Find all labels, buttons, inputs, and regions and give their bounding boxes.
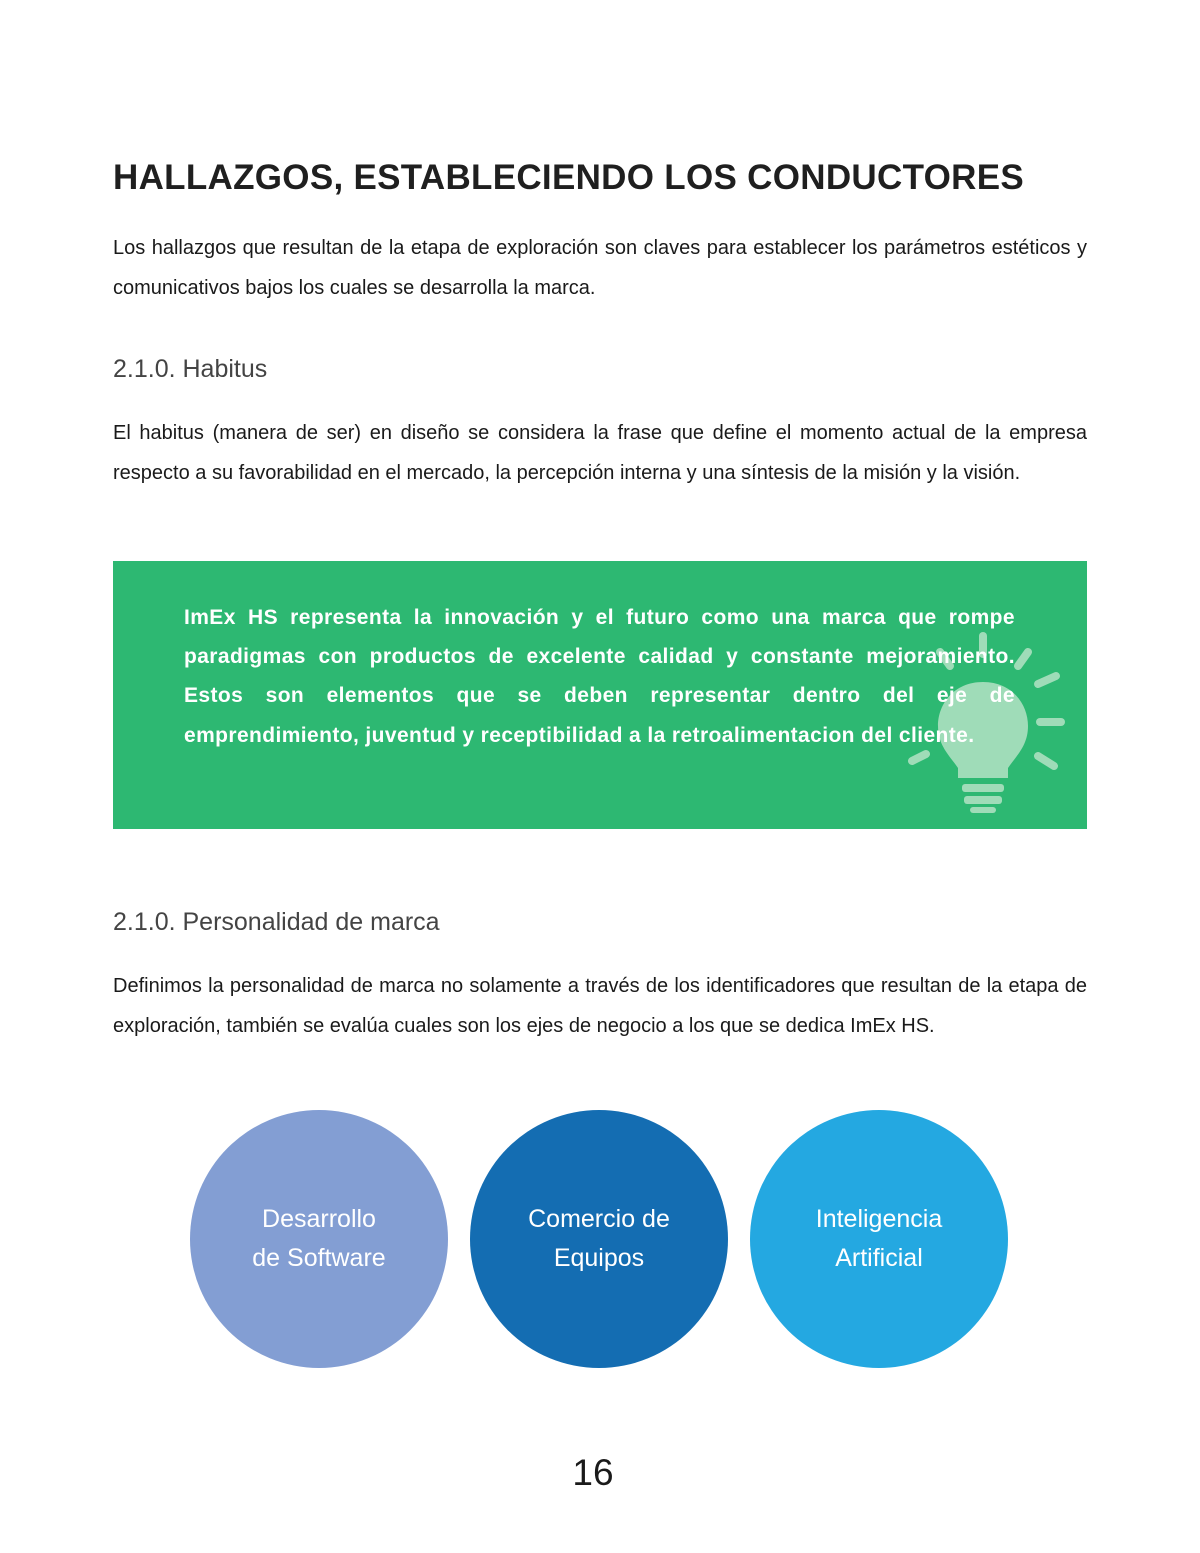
- circle-label: [224, 1200, 414, 1278]
- habitus-quote-text: ImEx HS representa la innovación y el futuro como una marca que rompe paradigmas con productos de excelente calidad y constante mejoramiento. Estos son elementos que se deben representar dentro del eje de emprendimiento, juventud y receptibilidad a la retroalimentacion del cliente.: [184, 606, 1015, 747]
- intro-paragraph: Los hallazgos que resultan de la etapa de exploración son claves para establecer los parámetros estéticos y comunicativos bajos los cuales se desarrolla la marca.: [113, 237, 1087, 299]
- page-number: 16: [572, 1452, 614, 1493]
- business-axis-circle-equipos: [470, 1110, 728, 1368]
- circle-label-line: de Software: [252, 1244, 386, 1272]
- section-heading-habitus: 2.1.0. Habitus: [113, 355, 268, 383]
- circle-label-line: Desarrollo: [262, 1205, 376, 1233]
- circle-label: [784, 1200, 974, 1278]
- habitus-quote-box: [113, 561, 1087, 829]
- circle-label-line: Comercio de: [528, 1205, 670, 1233]
- personalidad-paragraph: Definimos la personalidad de marca no solamente a través de los identificadores que resultan de la etapa de exploración, también se evalúa cuales son los ejes de negocio a los que se dedica ImEx HS.: [113, 975, 1087, 1037]
- circle-label-line: Artificial: [835, 1244, 923, 1272]
- business-axis-circle-ia: [750, 1110, 1008, 1368]
- circle-label-line: Equipos: [553, 1244, 645, 1272]
- circle-label: [504, 1200, 694, 1278]
- page-title: HALLAZGOS, ESTABLECIENDO LOS CONDUCTORES: [113, 158, 1025, 197]
- section-heading-personalidad: 2.1.0. Personalidad de marca: [113, 908, 440, 936]
- business-axis-circle-software: [190, 1110, 448, 1368]
- habitus-paragraph: El habitus (manera de ser) en diseño se considera la frase que define el momento actual de la empresa respecto a su favorabilidad en el mercado, la percepción interna y una síntesis de la misión y la visión.: [113, 422, 1087, 484]
- circle-label-line: Inteligencia: [815, 1205, 943, 1233]
